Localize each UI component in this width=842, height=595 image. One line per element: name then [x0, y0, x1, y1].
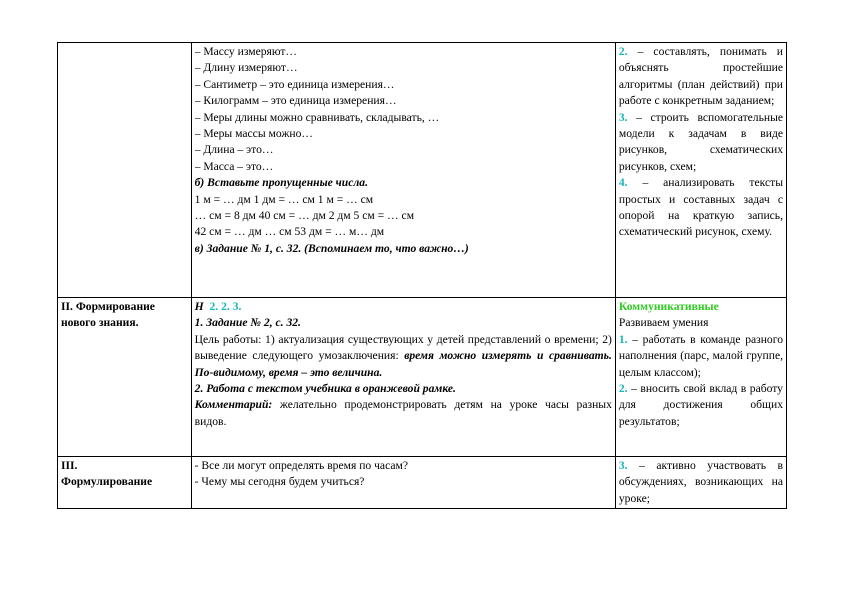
skill-number: 1. — [618, 332, 628, 346]
lesson-plan-table — [57, 42, 787, 509]
skill-number: 3. — [618, 110, 628, 124]
skill-item — [619, 175, 783, 241]
task-heading: 2. Работа с текстом учебника в оранжевой рамке. — [194, 382, 456, 396]
goal-text: Цель работы: 1) актуализация существующих у детей представлений о времени; 2) выведение следующего умозаключения: — [194, 332, 612, 363]
skill-item — [619, 44, 783, 110]
stage-cell — [58, 457, 192, 509]
content-line: – Меры массы можно… — [194, 127, 313, 141]
skill-text: – активно участвовать в обсуждениях, возникающих на уроке; — [618, 459, 783, 505]
skill-number: 2. — [618, 382, 628, 396]
comment-text: желательно продемонстрировать детям на уроке часы разных видов. — [194, 398, 612, 428]
question-line: - Все ли могут определять время по часам? — [194, 459, 408, 472]
skills-title: Коммуникативные — [618, 300, 719, 313]
skill-number: 3. — [618, 459, 628, 472]
skill-item — [619, 381, 783, 430]
skill-item — [619, 110, 783, 176]
skill-text: – вносить свой вклад в работу для достижения общих результатов; — [618, 382, 783, 428]
content-line: 42 см = … дм … см 53 дм = … м… дм — [194, 225, 385, 239]
skills-subtitle: Развиваем умения — [618, 316, 709, 330]
skill-item — [619, 458, 783, 507]
content-cell — [191, 43, 615, 298]
comment-paragraph — [195, 397, 612, 430]
skill-text: – строить вспомогательные модели к задачам в виде рисунков, схематических рисунков, схем; — [618, 110, 783, 173]
task-heading: в) Задание № 1, с. 32. (Вспоминаем то, что важно…) — [194, 241, 469, 255]
question-line: - Чему мы сегодня будем учиться? — [194, 475, 365, 489]
goal-emphasis: время можно измерять и сравнивать. По-видимому, время – это величина. — [194, 349, 612, 379]
content-cell — [191, 457, 615, 509]
content-line: – Длину измеряют… — [194, 61, 298, 75]
content-line: – Килограмм – это единица измерения… — [194, 94, 397, 108]
skill-number: 2. — [618, 45, 628, 58]
content-head — [195, 299, 612, 315]
goal-paragraph — [195, 332, 612, 381]
skill-text: – составлять, понимать и объяснять простейшие алгоритмы (план действий) при работе с конкретным заданием; — [618, 45, 783, 108]
head-number: 2. — [209, 300, 219, 313]
skills-cell — [615, 43, 786, 298]
skills-cell — [615, 457, 786, 509]
stage-cell — [58, 43, 192, 298]
table-row — [58, 298, 787, 457]
head-number: 2. — [221, 300, 230, 313]
content-line: … см = 8 дм 40 см = … дм 2 дм 5 см = … см — [194, 209, 415, 223]
content-line: – Меры длины можно сравнивать, складывать, … — [194, 110, 440, 124]
stage-label: II. Формирование нового знания. — [61, 300, 155, 330]
stage-label: III. — [61, 459, 78, 472]
skills-cell — [615, 298, 786, 457]
content-line: – Масса – это… — [194, 159, 274, 173]
task-heading: 1. Задание № 2, с. 32. — [194, 316, 301, 330]
comment-label: Комментарий: — [194, 398, 273, 412]
table-row — [58, 457, 787, 509]
table-row — [58, 43, 787, 298]
head-number: 3. — [232, 300, 242, 313]
head-letter: Н — [194, 300, 204, 313]
skill-text: – анализировать тексты простых и составных задач с опорой на краткую запись, схематический рисунок, схему. — [618, 176, 783, 239]
skill-text: – работать в команде разного наполнения (парс, малой группе, целым классом); — [618, 332, 783, 379]
content-line: – Длина – это… — [194, 143, 274, 157]
task-heading: б) Вставьте пропущенные числа. — [194, 176, 368, 190]
skill-number: 4. — [618, 176, 628, 190]
content-line: – Массу измеряют… — [194, 45, 298, 58]
skill-item — [619, 332, 783, 381]
content-line: – Сантиметр – это единица измерения… — [194, 77, 395, 91]
stage-cell — [58, 298, 192, 457]
content-line: 1 м = … дм 1 дм = … см 1 м = … см — [194, 192, 374, 206]
stage-label: Формулирование — [61, 475, 153, 489]
content-cell — [191, 298, 615, 457]
